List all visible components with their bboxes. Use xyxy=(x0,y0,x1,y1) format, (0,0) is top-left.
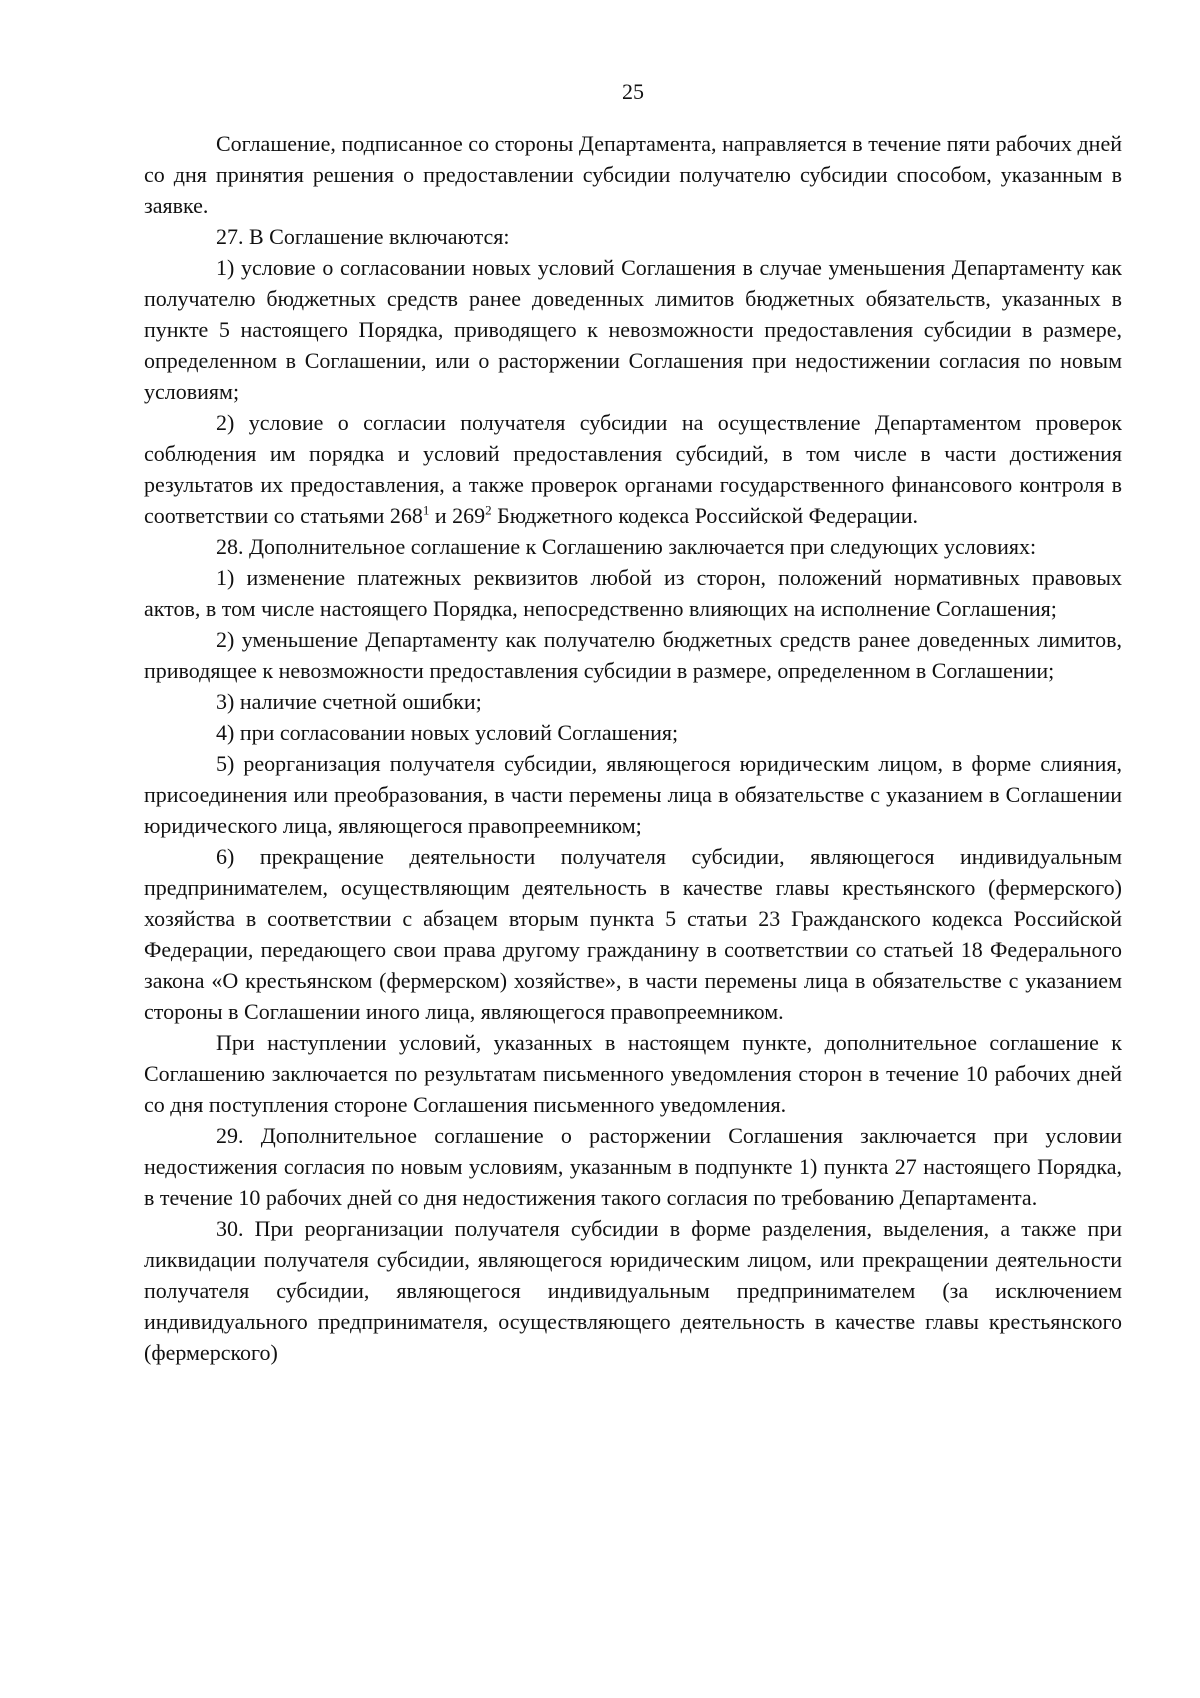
paragraph: 2) уменьшение Департаменту как получателю бюджетных средств ранее доведенных лимитов, приводящее к невозможности предоставления субсидии в размере, определенном в Соглашении; xyxy=(144,627,1122,683)
paragraph-text: Бюджетного кодекса Российской Федерации. xyxy=(491,503,919,528)
paragraph: 1) изменение платежных реквизитов любой из сторон, положений нормативных правовых актов, в том числе настоящего Порядка, непосредственно влияющих на исполнение Соглашения; xyxy=(144,565,1122,621)
paragraph: 6) прекращение деятельности получателя субсидии, являющегося индивидуальным предпринимателем, осуществляющим деятельность в качестве главы крестьянского (фермерского) хозяйства в соответствии с абзацем вторым пункта 5 статьи 23 Гражданского кодекса Российской Федерации, передающего свои права другому гражданину в соответствии со статьей 18 Федерального закона «О крестьянском (фермерском) хозяйстве», в части перемены лица в обязательстве с указанием стороны в Соглашении иного лица, являющегося правопреемником. xyxy=(144,844,1122,1024)
paragraph: 1) условие о согласовании новых условий Соглашения в случае уменьшения Департаменту как получателю бюджетных средств ранее доведенных лимитов бюджетных обязательств, указанных в пункте 5 настоящего Порядка, приводящего к невозможности предоставления субсидии в размере, определенном в Соглашении, или о расторжении Соглашения при недостижении согласия по новым условиям; xyxy=(144,255,1122,404)
paragraph: 27. В Соглашение включаются: xyxy=(216,224,510,249)
paragraph: 29. Дополнительное соглашение о расторжении Соглашения заключается при условии недостижения согласия по новым условиям, указанным в подпункте 1) пункта 27 настоящего Порядка, в течение 10 рабочих дней со дня недостижения такого согласия по требованию Департамента. xyxy=(144,1123,1122,1210)
paragraph: При наступлении условий, указанных в настоящем пункте, дополнительное соглашение к Соглашению заключается по результатам письменного уведомления сторон в течение 10 рабочих дней со дня поступления стороне Соглашения письменного уведомления. xyxy=(144,1030,1122,1117)
paragraph-text: 2) условие о согласии получателя субсидии на осуществление Департаментом проверок соблюдения им порядка и условий предоставления субсидий, в том числе в части достижения результатов их предоставления, а также проверок органами государственного финансового контроля в соответствии со статьями 268 xyxy=(144,410,1122,528)
paragraph: 3) наличие счетной ошибки; xyxy=(216,689,482,714)
paragraph: 30. При реорганизации получателя субсидии в форме разделения, выделения, а также при ликвидации получателя субсидии, являющегося юридическим лицом, или прекращении деятельности получателя субсидии, являющегося индивидуальным предпринимателем (за исключением индивидуального предпринимателя, осуществляющего деятельность в качестве главы крестьянского (фермерского) xyxy=(144,1216,1122,1365)
document-body xyxy=(144,128,1122,1368)
paragraph-text: и 269 xyxy=(429,503,486,528)
paragraph: 4) при согласовании новых условий Соглашения; xyxy=(216,720,679,745)
paragraph: 28. Дополнительное соглашение к Соглашению заключается при следующих условиях: xyxy=(216,534,1037,559)
superscript: 1 xyxy=(422,502,430,518)
paragraph xyxy=(144,407,1122,531)
paragraph: 5) реорганизация получателя субсидии, являющегося юридическим лицом, в форме слияния, присоединения или преобразования, в части перемены лица в обязательстве с указанием в Соглашении юридического лица, являющегося правопреемником; xyxy=(144,751,1122,838)
paragraph: Соглашение, подписанное со стороны Департамента, направляется в течение пяти рабочих дней со дня принятия решения о предоставлении субсидии получателю субсидии способом, указанным в заявке. xyxy=(144,131,1122,218)
superscript: 2 xyxy=(485,502,492,518)
page-number: 25 xyxy=(622,79,644,104)
